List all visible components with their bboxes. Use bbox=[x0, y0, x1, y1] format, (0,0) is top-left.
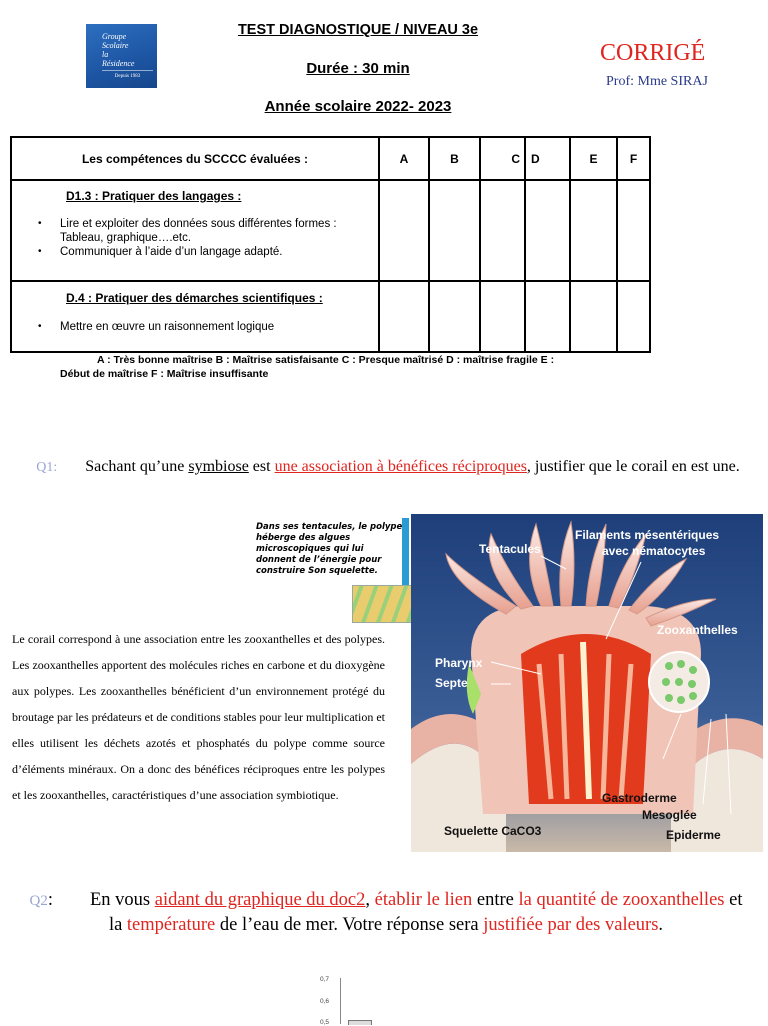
competence-title: D1.3 : Pratiquer des langages : bbox=[66, 189, 242, 203]
competences-table bbox=[10, 136, 651, 353]
label-mesoglee: Mesoglée bbox=[642, 808, 697, 822]
symbiose-definition: une association à bénéfices réciproques bbox=[274, 458, 527, 475]
competence-title: D.4 : Pratiquer des démarches scientifiques : bbox=[66, 291, 323, 305]
grade-cell[interactable] bbox=[570, 180, 617, 281]
question-1: Q1: Sachant qu’une symbiose est une association à bénéfices réciproques, justifier que le corail en est une. bbox=[36, 458, 740, 475]
label-filaments-2: avec nématocytes bbox=[602, 544, 706, 558]
q2-doc-reference: aidant du graphique du doc2 bbox=[154, 890, 366, 910]
label-filaments-1: Filaments mésentériques bbox=[575, 528, 720, 542]
competence-row bbox=[11, 281, 379, 352]
doc1-caption: Dans ses tentacules, le polype héberge des algues microscopiques qui lui donnent de l’énergie pour construire Son squelette. bbox=[256, 522, 403, 576]
q1-label: Q1: bbox=[36, 460, 58, 475]
grade-cell[interactable] bbox=[480, 281, 525, 352]
logo-line2: Scolaire bbox=[102, 41, 129, 50]
grade-cell[interactable] bbox=[480, 180, 525, 281]
y-tick: 0,5 bbox=[320, 1019, 330, 1026]
label-septe: Septe bbox=[435, 676, 468, 690]
competences-header: Les compétences du SCCCC évaluées : bbox=[11, 137, 379, 180]
grade-cell[interactable] bbox=[570, 281, 617, 352]
logo-line4: Résidence bbox=[102, 59, 135, 68]
grade-cell[interactable] bbox=[379, 281, 429, 352]
label-epiderme: Epiderme bbox=[666, 828, 721, 842]
grade-cell[interactable] bbox=[379, 180, 429, 281]
logo-line3: la bbox=[102, 50, 109, 59]
col-d: D bbox=[525, 137, 570, 180]
school-year: Année scolaire 2022- 2023 bbox=[264, 98, 452, 115]
grade-cell[interactable] bbox=[525, 281, 570, 352]
label-zooxanthelles: Zooxanthelles bbox=[657, 623, 738, 637]
competence-item: • Mettre en œuvre un raisonnement logique bbox=[38, 320, 378, 334]
competence-row bbox=[11, 180, 379, 281]
grade-legend bbox=[60, 353, 620, 381]
label-tentacules: Tentacules bbox=[479, 542, 541, 556]
col-c: C bbox=[480, 137, 525, 180]
teacher-name: Prof: Mme SIRAJ bbox=[606, 74, 708, 89]
col-e: E bbox=[570, 137, 617, 180]
legend-line1: A : Très bonne maîtrise B : Maîtrise satisfaisante C : Presque maîtrisé D : maîtrise fragile E : bbox=[97, 354, 555, 366]
competence-item: • Lire et exploiter des données sous différentes formes : Tableau, graphique….etc. bbox=[38, 217, 378, 245]
grade-cell[interactable] bbox=[525, 180, 570, 281]
chart-bar bbox=[348, 1020, 372, 1025]
col-b: B bbox=[429, 137, 480, 180]
test-duration: Durée : 30 min bbox=[306, 60, 410, 77]
y-tick: 0,7 bbox=[320, 976, 330, 983]
label-gastroderme: Gastroderme bbox=[602, 791, 677, 805]
y-axis bbox=[340, 978, 341, 1024]
answer-1: Le corail correspond à une association entre les zooxanthelles et des polypes. Les zooxanthelles apportent des molécules riches en carbone et du dioxygène aux polypes. Les zooxanthelles bénéficient d’un environnement protégé du broutage par les prédateurs et de conditions stables pour leur multiplication et elles utilisent les déchets azotés et phosphatés du polype comme source d’éléments minéraux. On a donc des bénéfices réciproques entre les polypes et les zooxanthelles, caractéristiques d’une association symbiotique. bbox=[12, 632, 385, 802]
logo-line1: Groupe bbox=[102, 32, 127, 41]
competence-item: • Communiquer à l’aide d’un langage adapté. bbox=[38, 245, 378, 259]
zooxanthellae-cells bbox=[662, 660, 697, 704]
y-tick: 0,6 bbox=[320, 998, 330, 1005]
algae-thumbnail bbox=[352, 585, 412, 623]
grade-cell[interactable] bbox=[429, 180, 480, 281]
grade-cell[interactable] bbox=[429, 281, 480, 352]
label-squelette: Squelette CaCO3 bbox=[444, 824, 542, 838]
label-pharynx: Pharynx bbox=[435, 656, 483, 670]
legend-line2: Début de maîtrise F : Maîtrise insuffisante bbox=[60, 368, 269, 380]
logo-since: Depuis 1983 bbox=[102, 70, 153, 81]
coral-polyp-diagram bbox=[411, 514, 763, 852]
test-title: TEST DIAGNOSTIQUE / NIVEAU 3e bbox=[237, 22, 479, 38]
q2-label: Q2 bbox=[29, 893, 48, 909]
grade-cell[interactable] bbox=[617, 281, 650, 352]
symbiose-term: symbiose bbox=[188, 458, 249, 475]
school-logo bbox=[86, 24, 157, 88]
question-2: Q2: En vous aidant du graphique du doc2, établir le lien entre la quantité de zooxanthelles et la température de l’eau de mer. Votre réponse sera justifiée par des valeurs. bbox=[29, 890, 743, 935]
corrige-label: CORRIGÉ bbox=[600, 40, 706, 66]
col-a: A bbox=[379, 137, 429, 180]
col-f: F bbox=[617, 137, 650, 180]
doc2-chart bbox=[300, 976, 370, 1024]
grade-cell[interactable] bbox=[617, 180, 650, 281]
